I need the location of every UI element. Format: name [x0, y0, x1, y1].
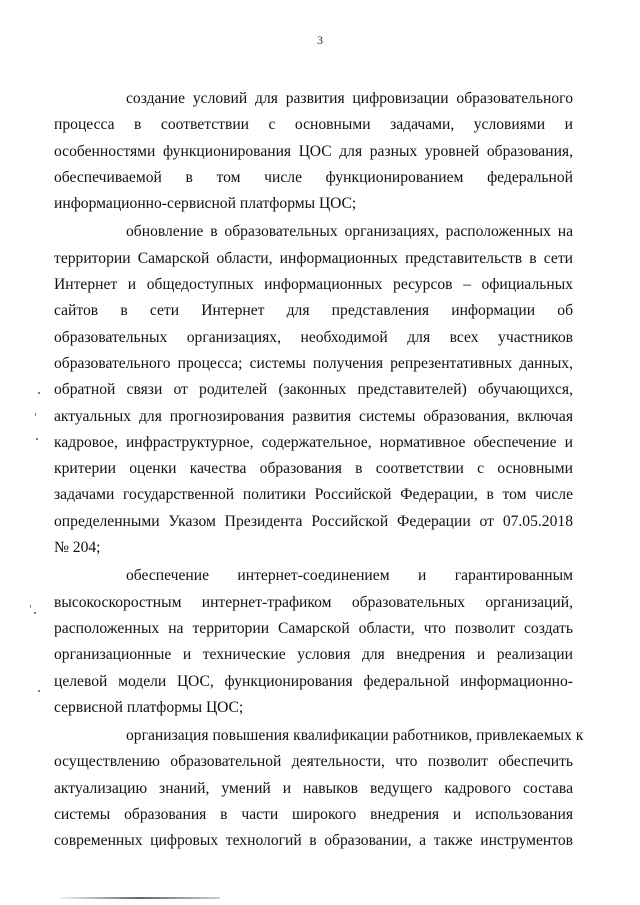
- text-line: организационные и технические условия для внедрения и реализации: [54, 646, 573, 664]
- text-line: критерии оценки качества образования в соответствии с основными: [54, 460, 573, 478]
- scan-speck: [34, 612, 36, 614]
- text-line: кадровое, инфраструктурное, содержательное, нормативное обеспечение и: [54, 433, 573, 451]
- text-line: определенными Указом Президента Российской Федерации от 07.05.2018: [54, 512, 573, 530]
- scan-speck: [38, 392, 40, 394]
- text-line: актуализацию знаний, умений и навыков ведущего кадрового состава: [54, 779, 573, 797]
- page-number: 3: [317, 33, 323, 47]
- paragraph: [54, 723, 584, 854]
- paragraph: [54, 219, 573, 561]
- text-line: сервисной платформы ЦОС;: [54, 698, 244, 716]
- text-line: современных цифровых технологий в образовании, а также инструментов: [54, 832, 573, 850]
- scan-speck: [35, 413, 36, 416]
- text-line: Интернет и общедоступных информационных ресурсов – официальных: [54, 276, 573, 294]
- scan-speck: [30, 605, 31, 608]
- text-line: целевой модели ЦОС, функционирования федеральной информационно-: [54, 672, 573, 690]
- text-line: системы образования в части широкого внедрения и использования: [54, 806, 573, 824]
- text-line: обратной связи от родителей (законных представителей) обучающихся,: [54, 381, 573, 399]
- text-line: обеспечение интернет-соединением и гарантированным: [126, 567, 573, 585]
- text-line: создание условий для развития цифровизации образовательного: [126, 90, 573, 107]
- text-line: расположенных на территории Самарской области, что позволит создать: [54, 619, 573, 637]
- document-body: [54, 86, 584, 855]
- paragraph: [54, 86, 573, 217]
- text-line: особенностями функционирования ЦОС для разных уровней образования,: [54, 142, 573, 160]
- text-line: процесса в соответствии с основными задачами, условиями и: [54, 116, 573, 134]
- scan-speck: [38, 690, 40, 692]
- scan-speck: [36, 438, 38, 440]
- text-line: информационно-сервисной платформы ЦОС;: [54, 195, 357, 213]
- text-line: № 204;: [54, 539, 101, 557]
- text-line: задачами государственной политики Российской Федерации, в том числе: [54, 486, 573, 504]
- text-line: сайтов в сети Интернет для представления информации об: [54, 302, 573, 320]
- text-line: осуществлению образовательной деятельности, что позволит обеспечить: [54, 753, 573, 771]
- text-line: территории Самарской области, информационных представительств в сети: [54, 249, 573, 267]
- paragraph: [54, 563, 573, 721]
- text-line: обновление в образовательных организациях, расположенных на: [126, 223, 573, 241]
- text-line: образовательного процесса; системы получения репрезентативных данных,: [54, 354, 573, 372]
- scan-edge-artifact: [60, 897, 220, 899]
- text-line: образовательных организациях, необходимой для всех участников: [54, 328, 573, 346]
- text-line: организация повышения квалификации работников, привлекаемых к: [126, 727, 584, 745]
- text-line: обеспечиваемой в том числе функционированием федеральной: [54, 168, 573, 186]
- text-line: актуальных для прогнозирования развития системы образования, включая: [54, 407, 573, 425]
- text-line: высокоскоростным интернет-трафиком образовательных организаций,: [54, 593, 573, 611]
